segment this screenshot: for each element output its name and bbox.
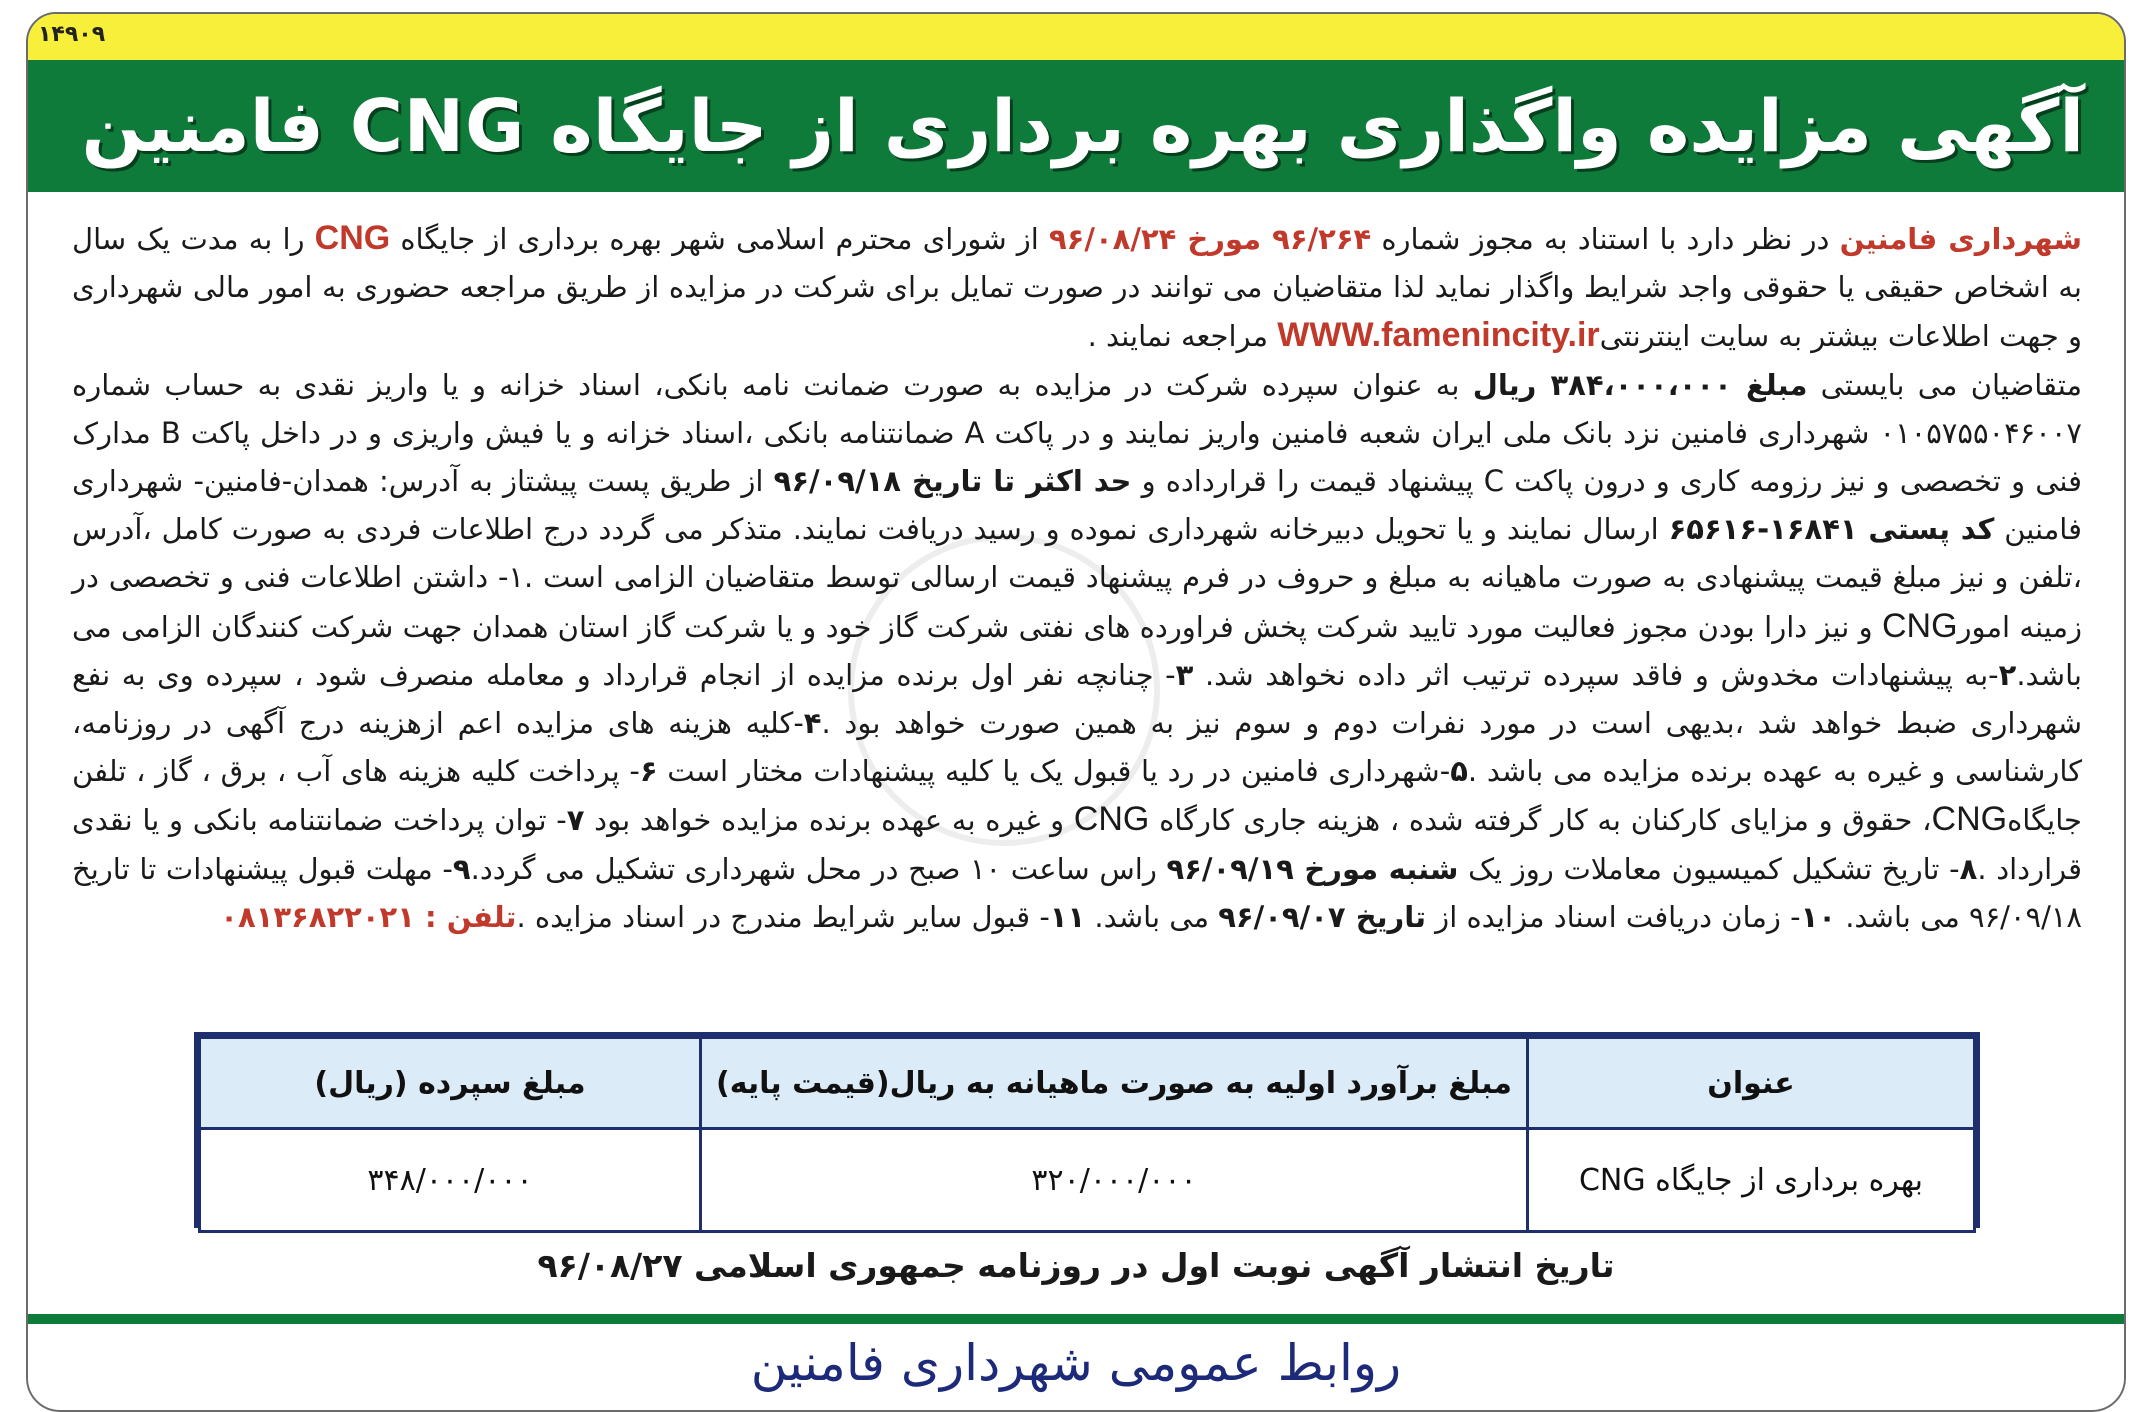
top-yellow-bar: [28, 14, 2124, 60]
condition-number: ۱۱: [1049, 899, 1086, 934]
cng-label: CNG: [1073, 800, 1150, 839]
title-band: [28, 60, 2124, 192]
condition-number: ۳: [1175, 657, 1194, 692]
condition-number: ۸: [1959, 851, 1978, 886]
cng-label: CNG: [1881, 606, 1958, 645]
condition-9: - مهلت قبول پیشنهادات تا تاریخ ۹۶/۰۹/۱۸ می باشد.: [72, 851, 2082, 934]
condition-5: -شهرداری فامنین در رد یا قبول یک یا کلیه پیشنهادات مختار است: [657, 754, 1451, 789]
text-segment: را به مدت یک سال به اشخاص حقیقی یا حقوقی واجد شرایط واگذار نماید لذا متقاضیان می توانند در صورت تمایل برای شرکت در مزایده از طریق مراجعه حضوری به امور مالی شهرداری و جهت اطلاعات بیشتر به سایت اینترنتی: [72, 222, 2082, 354]
cng-label: CNG: [1931, 800, 2008, 839]
ad-body: [72, 214, 2082, 941]
condition-1: .۱- داشتن اطلاعات فنی و تخصصی در زمینه امور: [72, 560, 2083, 644]
condition-3: - چنانچه نفر اول برنده مزایده از انجام قرارداد و معامله منصرف شود ، سپرده وی به نفع شهرداری ضبط خواهد شد ،بدیهی است در مورد نفرات دوم و سوم نیز به همین صورت خواهد بود .: [72, 657, 2082, 741]
text-segment: مراجعه نمایند .: [1087, 319, 1278, 354]
condition-number: ۱۰: [1800, 899, 1836, 934]
condition-number: ۶: [639, 754, 658, 789]
footer-divider: [28, 1314, 2124, 1324]
text-segment: از شورای محترم اسلامی شهر بهره برداری از جایگاه: [390, 222, 1049, 256]
permit-number: ۹۶/۲۶۴ مورخ ۹۶/۰۸/۲۴: [1048, 222, 1372, 256]
condition-2: -به پیشنهادات مخدوش و فاقد سپرده ترتیب اثر داده نخواهد شد.: [1193, 657, 1999, 692]
table-header-row: [200, 1038, 1975, 1129]
documents-date: تاریخ ۹۶/۰۹/۰۷: [1218, 899, 1426, 934]
condition-number: ۴: [803, 706, 822, 741]
text-segment: ، حقوق و مزایای کارکنان به کار گرفته شده ، هزینه جاری کارگاه: [1149, 803, 1932, 838]
cell-title: بهره برداری از جایگاه CNG: [1528, 1129, 1975, 1232]
text-segment: و نیز دارا بودن مجوز فعالیت مورد تایید شرکت پخش فراورده های نفتی شرکت گاز خود و یا شرکت گاز استان همدان جهت شرکت کنندگان الزامی می باشد.: [72, 609, 2082, 692]
text-segment: می باشد.: [1085, 899, 1219, 934]
ad-title: آگهی مزایده واگذاری بهره برداری از جایگاه CNG فامنین: [81, 84, 2084, 168]
text-segment: به عنوان سپرده شرکت در مزایده به صورت ضمانت نامه بانکی، اسناد خزانه و یا واریز نقدی به حساب شماره ۰۱۰۵۷۵۵۰۴۶۰۰۷ شهرداری فامنین نزد بانک ملی ایران شعبه فامنین واریز نمایند و در پاکت A ضمانتنامه بانکی ،اسناد خزانه و یا فیش واریزی و در داخل پاکت B مدارک فنی و تخصصی و نیز رزومه کاری و درون پاکت C پیشنهاد قیمت را قرارداده و: [72, 367, 2082, 499]
condition-number: ۷: [566, 803, 585, 838]
header-base-price: مبلغ برآورد اولیه به صورت ماهیانه به ریال(قیمت پایه): [701, 1038, 1528, 1129]
condition-number: ۹: [452, 851, 471, 886]
condition-10: - زمان دریافت اسناد مزایده از: [1425, 899, 1801, 934]
condition-number: ۲: [1998, 657, 2017, 692]
deposit-amount: مبلغ ۳۸۴،۰۰۰،۰۰۰ ریال: [1472, 367, 1808, 402]
text-segment: در نظر دارد با استناد به مجوز شماره: [1371, 222, 1840, 256]
text-segment: ارسال نمایند و یا تحویل دبیرخانه شهرداری نموده و رسید دریافت نمایند. متذکر می گردد درج اطلاعات فردی به صورت کامل ،آدرس ،تلفن و نیز مبلغ قیمت پیشنهادی به صورت ماهیانه به مبلغ و حروف در فرم پیشنهاد قیمت ارسالی توسط متقاضیان الزامی است: [72, 512, 2082, 595]
condition-7: - توان پرداخت ضمانتنامه بانکی و یا نقدی قرارداد .: [72, 803, 2083, 886]
advertisement-frame: [26, 12, 2126, 1412]
condition-8: - تاریخ تشکیل کمیسیون معاملات روز یک: [1458, 851, 1960, 886]
header-deposit: مبلغ سپرده (ریال): [200, 1038, 701, 1129]
auction-table: [194, 1032, 1980, 1228]
publication-date-line: تاریخ انتشار آگهی نوبت اول در روزنامه جمهوری اسلامی ۹۶/۰۸/۲۷: [537, 1246, 1615, 1285]
commission-date: شنبه مورخ ۹۶/۰۹/۱۹: [1166, 851, 1459, 886]
paragraph-intro: [72, 214, 2082, 361]
phone-number: تلفن : ۰۸۱۳۶۸۲۲۰۲۱: [220, 899, 517, 934]
postal-code: کد پستی ۱۶۸۴۱-۶۵۶۱۶: [1668, 512, 1995, 547]
cng-label: CNG: [314, 219, 391, 257]
header-title: عنوان: [1528, 1038, 1975, 1129]
text-segment: و غیره به عهده برنده مزایده خواهد بود: [584, 803, 1074, 838]
condition-number: ۵: [1450, 754, 1468, 789]
cell-base-price: ۳۲۰/۰۰۰/۰۰۰: [701, 1129, 1528, 1232]
auction-table-grid: [198, 1036, 1976, 1233]
deadline-date: حد اکثر تا تاریخ ۹۶/۰۹/۱۸: [773, 464, 1132, 499]
paragraph-conditions: [72, 361, 2082, 941]
text-segment: از طریق پست پیشتاز به آدرس: همدان-فامنین- شهرداری فامنین: [72, 464, 2083, 547]
municipality-name: شهرداری فامنین: [1839, 222, 2082, 256]
text-segment: متقاضیان می بایستی: [1807, 367, 2082, 402]
website-link[interactable]: WWW.famenincity.ir: [1277, 316, 1600, 355]
text-segment: راس ساعت ۱۰ صبح در محل شهرداری تشکیل می گردد.: [470, 851, 1167, 886]
ad-number: ۱۴۹۰۹: [38, 22, 106, 47]
footer-public-relations: روابط عمومی شهرداری فامنین: [750, 1334, 1402, 1392]
condition-11: - قبول سایر شرایط مندرج در اسناد مزایده .: [516, 899, 1050, 934]
condition-6: - پرداخت کلیه هزینه های آب ، برق ، گاز ، تلفن جایگاه: [72, 754, 2082, 838]
cell-deposit: ۳۴۸/۰۰۰/۰۰۰: [200, 1129, 701, 1232]
condition-4: -کلیه هزینه های مزایده اعم ازهزینه درج آگهی در روزنامه، کارشناسی و غیره به عهده برنده مزایده می باشد .: [72, 706, 2082, 789]
table-row: [200, 1129, 1975, 1232]
